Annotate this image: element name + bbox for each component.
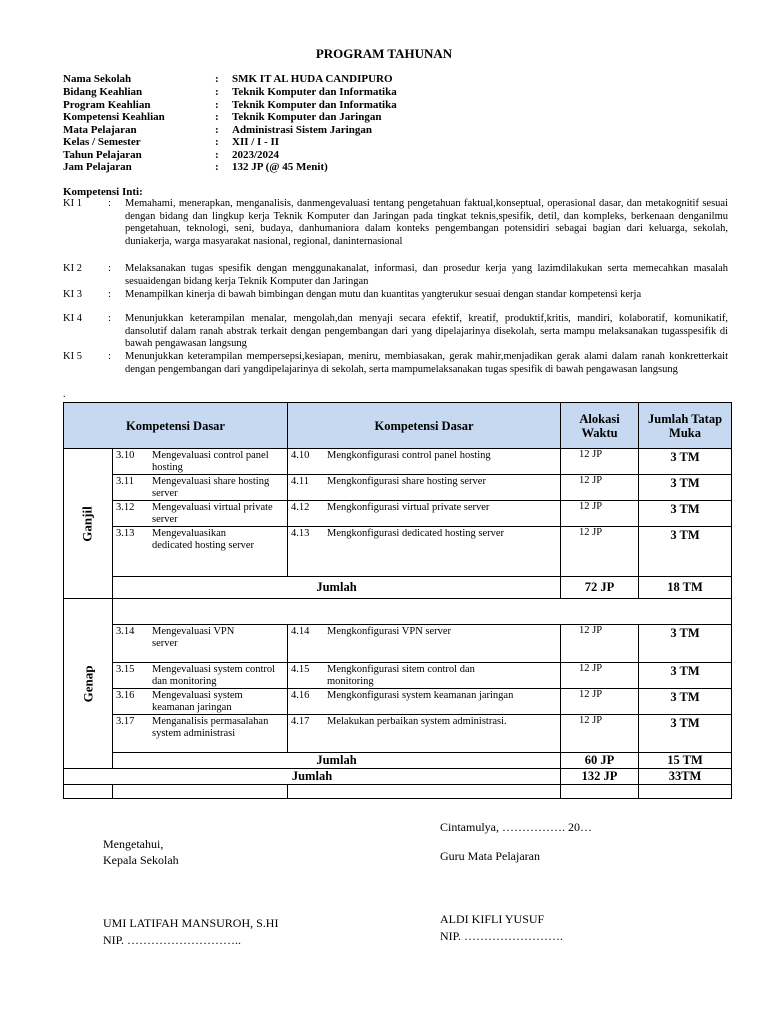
info-value: Teknik Komputer dan Informatika — [232, 86, 397, 98]
header-jumlah-tatap-muka: Jumlah Tatap Muka — [639, 403, 732, 449]
empty-cell — [113, 785, 288, 799]
semester-ganjil — [64, 449, 113, 599]
jp-cell: 12 JP — [561, 527, 639, 577]
table-row — [64, 625, 732, 663]
kd-number: 3.12 — [116, 502, 135, 513]
info-colon: : — [215, 124, 219, 136]
kd-cell — [288, 475, 561, 501]
kd-text: Mengevaluasi system keamanan jaringan — [152, 690, 243, 713]
kd-cell — [113, 715, 288, 753]
info-value: 2023/2024 — [232, 149, 280, 161]
jp-cell: 12 JP — [561, 449, 639, 475]
info-row — [63, 99, 397, 112]
kd-number: 4.17 — [291, 716, 310, 727]
info-colon: : — [215, 86, 219, 98]
ki-text: Melaksanakan tugas spesifik dengan menggunakanalat, informasi, dan prosedur kerja yang lazimdilakukan serta memecahkan masalah sesuaidengan bidang kerja Teknik Komputer dan Jaringan — [125, 263, 728, 287]
empty-cell — [64, 785, 113, 799]
blank-cell — [113, 599, 732, 625]
tm-cell: 3 TM — [639, 715, 732, 753]
kd-text: Mengkonfigurasi dedicated hosting server — [327, 528, 505, 539]
info-row — [63, 149, 279, 162]
kd-cell — [113, 663, 288, 689]
empty-cell — [639, 785, 732, 799]
kd-cell — [113, 689, 288, 715]
kd-number: 3.14 — [116, 626, 135, 637]
jp-cell: 12 JP — [561, 501, 639, 527]
kd-number: 4.15 — [291, 664, 310, 675]
info-value: 132 JP (@ 45 Menit) — [232, 161, 328, 173]
ki-code: KI 2 — [63, 263, 82, 274]
table-row — [64, 689, 732, 715]
info-label: Tahun Pelajaran — [63, 149, 142, 161]
info-colon: : — [215, 111, 219, 123]
ki-item — [63, 351, 728, 376]
kd-text: Mengkonfigurasi system keamanan jaringan — [327, 690, 514, 701]
kd-number: 4.14 — [291, 626, 310, 637]
tm-cell: 3 TM — [639, 449, 732, 475]
place-date: Cintamulya, ……………. 20… — [440, 820, 592, 834]
ki-text: Menunjukkan keterampilan menalar, mengolah,dan menyaji secara efektif, kreatif, produktif,kritis, mandiri, kolaboratif, komunikatif, dansolutif dalam ranah abstrak terkait dengan pengembangan dari yang dipelajarinya disekolah, serta mampu melaksanakan tugasspesifik di bawah pengawasan langsung — [125, 313, 728, 350]
jp-cell: 12 JP — [561, 625, 639, 663]
jp-cell: 12 JP — [561, 475, 639, 501]
header-alokasi-waktu: Alokasi Waktu — [561, 403, 639, 449]
empty-cell — [288, 785, 561, 799]
sum-label: Jumlah — [113, 577, 561, 599]
table-row — [64, 663, 732, 689]
info-colon: : — [215, 99, 219, 111]
kd-number: 3.15 — [116, 664, 135, 675]
kd-text: Mengkonfigurasi share hosting server — [327, 476, 486, 487]
kd-number: 4.13 — [291, 528, 310, 539]
total-label: Jumlah — [64, 769, 561, 785]
info-row — [63, 111, 381, 124]
annual-program-table — [63, 402, 732, 799]
info-label: Program Keahlian — [63, 99, 151, 111]
kd-cell — [288, 501, 561, 527]
jp-cell: 12 JP — [561, 715, 639, 753]
info-row — [63, 161, 328, 174]
principal-name: UMI LATIFAH MANSUROH, S.HI — [103, 916, 279, 930]
teacher-role: Guru Mata Pelajaran — [440, 849, 540, 863]
kd-cell — [288, 663, 561, 689]
info-colon: : — [215, 136, 219, 148]
tm-cell: 3 TM — [639, 689, 732, 715]
kd-number: 3.10 — [116, 450, 135, 461]
info-colon: : — [215, 73, 219, 85]
teacher-name: ALDI KIFLI YUSUF — [440, 912, 545, 926]
kd-text: Mengkonfigurasi control panel hosting — [327, 450, 491, 461]
teacher-nip: NIP. ……………………. — [440, 929, 564, 943]
sum-jp: 60 JP — [561, 753, 639, 769]
info-value: Teknik Komputer dan Informatika — [232, 99, 397, 111]
ki-item — [63, 263, 728, 288]
kd-cell — [113, 625, 288, 663]
info-value: XII / I - II — [232, 136, 280, 148]
semester-label: Ganjil — [80, 505, 95, 542]
table-row — [64, 501, 732, 527]
table-row — [64, 475, 732, 501]
kd-number: 3.13 — [116, 528, 135, 539]
kd-number: 4.12 — [291, 502, 310, 513]
ki-item — [63, 313, 728, 351]
ki-code: KI 3 — [63, 289, 82, 300]
kd-text: Mengevaluasi share hosting server — [152, 476, 270, 499]
ki-code: KI 4 — [63, 313, 82, 324]
ki-colon: : — [108, 289, 111, 300]
ki-colon: : — [108, 263, 111, 274]
jp-cell: 12 JP — [561, 663, 639, 689]
header-kd-knowledge: Kompetensi Dasar — [64, 403, 288, 449]
kd-text: Mengevaluasi control panel hosting — [152, 450, 269, 473]
ki-colon: : — [108, 313, 111, 324]
kd-text: Mengkonfigurasi sitem control dan monitoring — [327, 664, 475, 687]
kd-cell — [288, 625, 561, 663]
kd-cell — [113, 527, 288, 577]
sum-tm: 15 TM — [639, 753, 732, 769]
sum-jp: 72 JP — [561, 577, 639, 599]
acknowledged-label: Mengetahui, — [103, 837, 164, 851]
info-label: Mata Pelajaran — [63, 124, 137, 136]
kd-number: 3.11 — [116, 476, 134, 487]
info-label: Kelas / Semester — [63, 136, 141, 148]
info-label: Bidang Keahlian — [63, 86, 143, 98]
kd-cell — [113, 501, 288, 527]
ki-text: Menampilkan kinerja di bawah bimbingan dengan mutu dan kuantitas yangterukur sesuai dengan standar kompetensi kerja — [125, 289, 642, 300]
info-label: Jam Pelajaran — [63, 161, 132, 173]
table-row — [64, 527, 732, 577]
kd-text: Mengkonfigurasi VPN server — [327, 626, 452, 637]
table-header-row — [64, 403, 732, 449]
kd-number: 3.16 — [116, 690, 135, 701]
total-tm: 33TM — [639, 769, 732, 785]
info-value: Administrasi Sistem Jaringan — [232, 124, 372, 136]
kd-text: Menganalisis permasalahan system administrasi — [152, 716, 269, 739]
info-row — [63, 124, 372, 137]
empty-row — [64, 785, 732, 799]
ki-heading: Kompetensi Inti: — [63, 186, 143, 198]
total-jp: 132 JP — [561, 769, 639, 785]
kd-text: Mengevaluasi VPN server — [152, 626, 235, 649]
info-value: SMK IT AL HUDA CANDIPURO — [232, 73, 393, 85]
info-colon: : — [215, 149, 219, 161]
tm-cell: 3 TM — [639, 527, 732, 577]
kd-text: Melakukan perbaikan system administrasi. — [327, 716, 507, 727]
principal-nip: NIP. ……………………….. — [103, 933, 242, 947]
sum-row — [64, 577, 732, 599]
empty-cell — [561, 785, 639, 799]
info-row — [63, 86, 397, 99]
ki-text: Menunjukkan keterampilan mempersepsi,kesiapan, meniru, membiasakan, gerak mahir,menjadikan gerak alami dalam ranah konkretterkait dengan pengembangan dari yangdipelajarinya di sekolah, serta mampumelaksanakan tugas spesifik di bawah pengawasan langsung — [125, 351, 728, 375]
stray-dot: . — [63, 389, 66, 400]
info-row — [63, 73, 393, 86]
ki-code: KI 1 — [63, 198, 82, 209]
info-label: Kompetensi Keahlian — [63, 111, 165, 123]
kd-text: Mengevaluasikan dedicated hosting server — [152, 528, 255, 551]
kd-text: Mengevaluasi system control dan monitoring — [152, 664, 276, 687]
info-label: Nama Sekolah — [63, 73, 132, 85]
jp-cell: 12 JP — [561, 689, 639, 715]
info-value: Teknik Komputer dan Jaringan — [232, 111, 382, 123]
tm-cell: 3 TM — [639, 625, 732, 663]
tm-cell: 3 TM — [639, 501, 732, 527]
document-title: PROGRAM TAHUNAN — [315, 46, 453, 61]
ki-item — [63, 289, 728, 302]
tm-cell: 3 TM — [639, 475, 732, 501]
ki-item — [63, 198, 728, 248]
kd-cell — [288, 689, 561, 715]
kd-cell — [113, 475, 288, 501]
tm-cell: 3 TM — [639, 663, 732, 689]
sum-label: Jumlah — [113, 753, 561, 769]
total-row — [64, 769, 732, 785]
sum-tm: 18 TM — [639, 577, 732, 599]
blank-row — [64, 599, 732, 625]
ki-text: Memahami, menerapkan, menganalisis, danmengevaluasi tentang pengetahuan faktual,konseptual, operasional dasar, dan metakognitif sesuai dengan bidang dan lingkup kerja Teknik Komputer dan Jaringan pada tingkat teknis,spesifik, detil, dan kompleks, berkenaan denganilmu pengetahuan, teknologi, seni, budaya, danhumaniora dalam konteks pengembangan potensidiri sebagai bagian dari keluarga, sekolah, duniakerja, warga masyarakat nasional, regional, daninternasional — [125, 198, 728, 247]
ki-code: KI 5 — [63, 351, 82, 362]
principal-role: Kepala Sekolah — [103, 853, 179, 867]
kd-text: Mengkonfigurasi virtual private server — [327, 502, 490, 513]
kd-cell — [288, 449, 561, 475]
kd-cell — [288, 527, 561, 577]
ki-colon: : — [108, 351, 111, 362]
info-colon: : — [215, 161, 219, 173]
semester-label: Genap — [80, 665, 95, 702]
kd-number: 4.16 — [291, 690, 310, 701]
kd-number: 3.17 — [116, 716, 135, 727]
kd-cell — [113, 449, 288, 475]
kd-text: Mengevaluasi virtual private server — [152, 502, 273, 525]
sum-row — [64, 753, 732, 769]
kd-number: 4.10 — [291, 450, 310, 461]
kd-number: 4.11 — [291, 476, 310, 487]
table-row — [64, 449, 732, 475]
header-kd-skill: Kompetensi Dasar — [288, 403, 561, 449]
kd-cell — [288, 715, 561, 753]
semester-genap — [64, 599, 113, 769]
info-row — [63, 136, 279, 149]
ki-colon: : — [108, 198, 111, 209]
table-row — [64, 715, 732, 753]
